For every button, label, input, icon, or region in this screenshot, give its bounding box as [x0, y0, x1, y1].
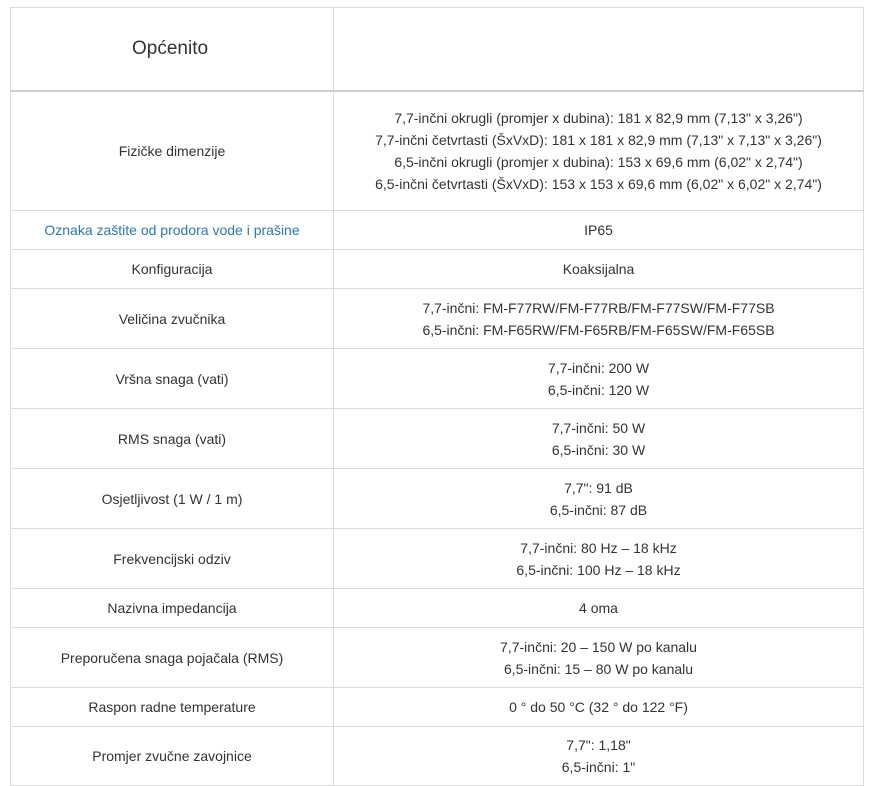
value-line: 7,7-inčni: 200 W: [547, 359, 650, 376]
value-line: 7,7-inčni okrugli (promjer x dubina): 181 x 82,9 mm (7,13" x 3,26"): [394, 109, 803, 126]
row-label: Raspon radne temperature: [11, 688, 334, 727]
row-label: RMS snaga (vati): [11, 409, 334, 469]
ip-rating-link-text[interactable]: Oznaka zaštite od prodora vode i prašine: [44, 222, 300, 238]
table-row-impedance: [11, 589, 864, 628]
row-label: Frekvencijski odziv: [11, 529, 334, 589]
table-row-speaker-size: [11, 289, 864, 349]
spec-table: [10, 7, 864, 786]
row-value: [334, 529, 864, 589]
value-line: 7,7": 91 dB: [564, 479, 633, 496]
table-row-sensitivity: [11, 469, 864, 529]
row-value: 0 ° do 50 °C (32 ° do 122 °F): [334, 688, 864, 727]
section-title-value: [334, 8, 864, 91]
table-row-ip-rating: [11, 211, 864, 250]
value-line: 7,7-inčni: 20 – 150 W po kanalu: [500, 638, 697, 655]
table-row-amplifier-power: [11, 628, 864, 688]
value-line: 6,5-inčni: 15 – 80 W po kanalu: [503, 660, 694, 677]
row-label: Promjer zvučne zavojnice: [11, 727, 334, 786]
value-line: 6,5-inčni: 30 W: [551, 441, 646, 458]
value-line: 7,7-inčni: 80 Hz – 18 kHz: [520, 539, 677, 556]
row-value: [334, 628, 864, 688]
row-value: [334, 91, 864, 211]
row-value: Koaksijalna: [334, 250, 864, 289]
table-row-dimensions: [11, 91, 864, 211]
section-title: Općenito: [11, 8, 334, 91]
row-label: Vršna snaga (vati): [11, 349, 334, 409]
table-row-rms-power: [11, 409, 864, 469]
table-row-configuration: [11, 250, 864, 289]
table-row-peak-power: [11, 349, 864, 409]
row-value: IP65: [334, 211, 864, 250]
value-line: 6,5-inčni: 120 W: [547, 381, 650, 398]
row-label: Nazivna impedancija: [11, 589, 334, 628]
table-header-row: [11, 8, 864, 91]
row-value: [334, 469, 864, 529]
row-value: [334, 409, 864, 469]
value-line: 7,7-inčni: FM-F77RW/FM-F77RB/FM-F77SW/FM-F77SB: [422, 299, 775, 316]
table-row-frequency-response: [11, 529, 864, 589]
value-line: 6,5-inčni: FM-F65RW/FM-F65RB/FM-F65SW/FM-F65SB: [422, 321, 775, 338]
value-line: 6,5-inčni okrugli (promjer x dubina): 153 x 69,6 mm (6,02" x 2,74"): [394, 153, 803, 170]
row-label: Osjetljivost (1 W / 1 m): [11, 469, 334, 529]
table-row-voice-coil: [11, 727, 864, 786]
value-line: 6,5-inčni: 100 Hz – 18 kHz: [516, 561, 681, 578]
ip-rating-link[interactable]: [11, 211, 334, 250]
value-line: 6,5-inčni četvrtasti (ŠxVxD): 153 x 153 x 69,6 mm (6,02" x 6,02" x 2,74"): [375, 175, 822, 192]
row-label: Fizičke dimenzije: [11, 91, 334, 211]
value-line: 7,7": 1,18": [566, 737, 631, 753]
row-label: Preporučena snaga pojačala (RMS): [11, 628, 334, 688]
value-line: 6,5-inčni: 1": [561, 759, 636, 775]
value-line: 7,7-inčni: 50 W: [551, 419, 646, 436]
row-label: Konfiguracija: [11, 250, 334, 289]
row-value: [334, 289, 864, 349]
value-line: 7,7-inčni četvrtasti (ŠxVxD): 181 x 181 x 82,9 mm (7,13" x 7,13" x 3,26"): [375, 131, 822, 148]
row-label: Veličina zvučnika: [11, 289, 334, 349]
spec-table-container: [10, 7, 863, 786]
value-line: 6,5-inčni: 87 dB: [549, 501, 648, 518]
row-value: [334, 349, 864, 409]
row-value: 4 oma: [334, 589, 864, 628]
row-value: [334, 727, 864, 786]
table-row-temperature-range: [11, 688, 864, 727]
